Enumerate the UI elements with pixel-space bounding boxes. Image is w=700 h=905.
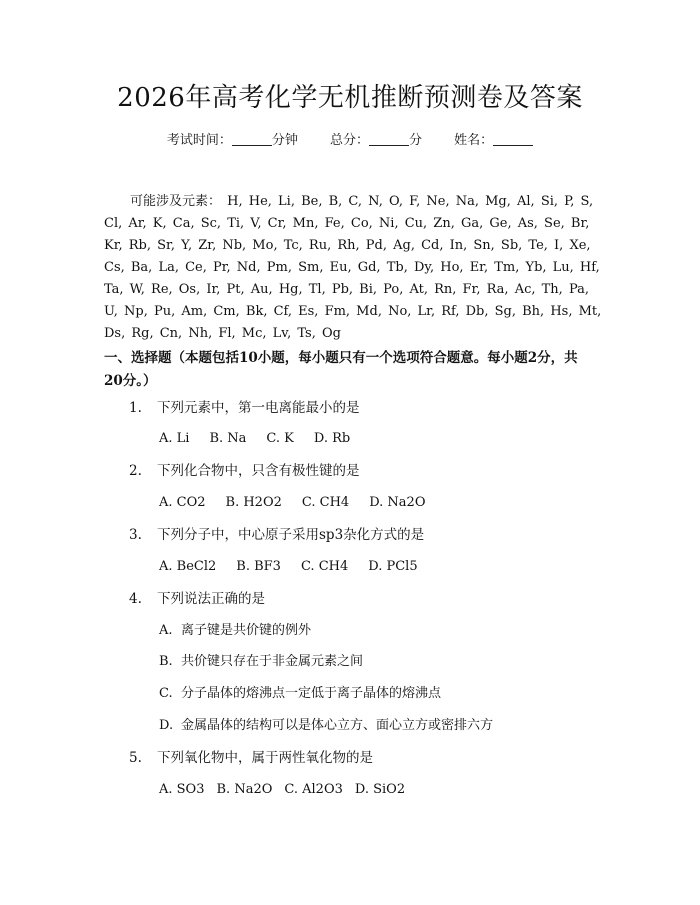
option-a[interactable]: A. BeCl2	[159, 559, 217, 574]
question-1	[129, 398, 360, 418]
option-a[interactable]: A. Li	[159, 431, 190, 446]
option-b[interactable]: B. BF3	[236, 559, 281, 574]
question-2-options	[159, 493, 445, 513]
option-b[interactable]	[159, 652, 363, 672]
question-text: 下列化合物中，只含有极性键的是	[157, 463, 360, 479]
time-label: 考试时间：	[166, 133, 232, 148]
question-number: 2.	[129, 463, 142, 479]
option-label: D.	[159, 718, 174, 733]
option-text: 共价键只存在于非金属元素之间	[181, 654, 364, 669]
option-d[interactable]	[159, 716, 493, 736]
option-text: 金属晶体的结构可以是体心立方、面心立方或密排六方	[181, 718, 494, 733]
question-1-options	[159, 429, 370, 449]
option-a[interactable]	[159, 621, 311, 641]
option-b[interactable]: B. H2O2	[225, 495, 282, 510]
option-a[interactable]: A. CO2	[159, 495, 206, 510]
score-unit: 分	[409, 133, 423, 148]
option-text: 分子晶体的熔沸点一定低于离子晶体的熔沸点	[181, 686, 442, 701]
option-d[interactable]: D. Rb	[313, 431, 351, 446]
option-b[interactable]: B. Na2O	[216, 782, 273, 797]
section-heading: 一、选择题（本题包括10小题，每小题只有一个选项符合题意。每小题2分，共20分。）	[104, 350, 578, 389]
question-number: 1.	[129, 400, 142, 416]
time-blank[interactable]	[232, 131, 272, 146]
question-text: 下列分子中，中心原子采用sp3杂化方式的是	[157, 527, 425, 543]
exam-meta	[0, 131, 700, 151]
option-c[interactable]: C. K	[266, 431, 294, 446]
option-label: A.	[159, 623, 173, 638]
option-a[interactable]: A. SO3	[159, 782, 205, 797]
question-text: 下列元素中，第一电离能最小的是	[157, 400, 360, 416]
question-number: 4.	[129, 591, 142, 607]
option-c[interactable]	[159, 684, 441, 704]
page-title: 2026年高考化学无机推断预测卷及答案	[117, 83, 583, 113]
name-blank[interactable]	[493, 131, 533, 146]
question-3	[129, 525, 424, 545]
question-5	[129, 748, 373, 768]
option-text: 离子键是共价键的例外	[181, 623, 312, 638]
option-c[interactable]: C. CH4	[300, 559, 349, 574]
name-label: 姓名：	[454, 133, 494, 148]
option-c[interactable]: C. CH4	[301, 495, 350, 510]
option-d[interactable]: D. PCl5	[368, 559, 418, 574]
question-5-options	[159, 780, 417, 800]
option-c[interactable]: C. Al2O3	[284, 782, 343, 797]
question-number: 3.	[129, 527, 142, 543]
option-d[interactable]: D. SiO2	[354, 782, 406, 797]
question-text: 下列氧化物中，属于两性氧化物的是	[157, 750, 373, 766]
option-label: B.	[159, 654, 173, 669]
question-number: 5.	[129, 750, 142, 766]
option-d[interactable]: D. Na2O	[369, 495, 426, 510]
option-b[interactable]: B. Na	[209, 431, 247, 446]
score-blank[interactable]	[369, 131, 409, 146]
question-2	[129, 461, 360, 481]
exam-score	[330, 131, 422, 151]
option-label: C.	[159, 686, 173, 701]
exam-time	[167, 131, 298, 151]
question-text: 下列说法正确的是	[157, 591, 265, 607]
time-unit: 分钟	[271, 133, 298, 148]
score-label: 总分：	[329, 133, 369, 148]
question-3-options	[159, 557, 438, 577]
question-4	[129, 589, 265, 609]
exam-name	[454, 131, 533, 151]
elements-list: 可能涉及元素： H, He, Li, Be, B, C, N, O, F, Ne, Na, Mg, Al, Si, P, S, Cl, Ar, K, Ca, Sc, Ti, V, Cr, Mn, Fe, Co, Ni, Cu, Zn, Ga, Ge, As, Se, Br, Kr, Rb, Sr, Y, Zr, Nb, Mo, Tc, Ru, Rh, Pd, Ag, Cd, In, Sn, Sb, Te, I, Xe, Cs, Ba, La, Ce, Pr, Nd, Pm, Sm, Eu, Gd, Tb, Dy, Ho, Er, Tm, Yb, Lu, Hf, Ta, W, Re, Os, Ir, Pt, Au, Hg, Tl, Pb, Bi, Po, At, Rn, Fr, Ra, Ac, Th, Pa, U, Np, Pu, Am, Cm, Bk, Cf, Es, Fm, Md, No, Lr, Rf, Db, Sg, Bh, Hs, Mt, Ds, Rg, Cn, Nh, Fl, Mc, Lv, Ts, Og	[104, 194, 602, 341]
